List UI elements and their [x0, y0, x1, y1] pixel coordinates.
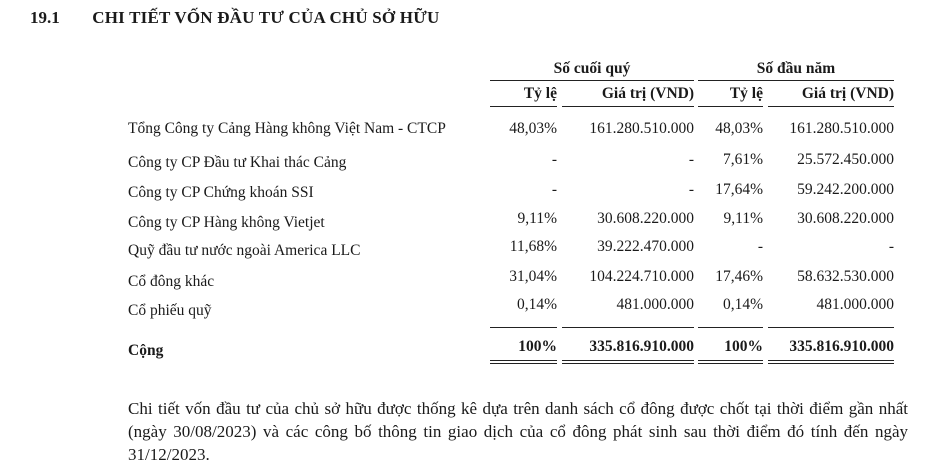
total-value: 335.816.910.000 [789, 338, 894, 355]
total-double-line [562, 360, 694, 361]
total-top-line [698, 327, 763, 328]
col-header-value: Giá trị (VND) [601, 85, 694, 102]
cell-value: 58.632.530.000 [797, 268, 894, 285]
cell-ratio: 9,11% [517, 210, 557, 227]
cell-ratio: 17,46% [715, 268, 763, 285]
cell-value: 59.242.200.000 [797, 181, 894, 198]
cell-ratio: 0,14% [516, 296, 557, 313]
cell-value: 481.000.000 [816, 296, 894, 313]
total-top-line [768, 327, 894, 328]
cell-value: 30.608.220.000 [797, 210, 894, 227]
cell-ratio: - [551, 151, 557, 168]
total-double-line [490, 360, 557, 361]
col-header-ratio: Tỷ lệ [523, 85, 557, 102]
cell-value: 161.280.510.000 [589, 120, 694, 137]
total-double-line [698, 363, 763, 364]
col-underline [562, 106, 694, 107]
cell-value: - [688, 181, 694, 198]
cell-ratio: 17,64% [715, 181, 763, 198]
cell-ratio: 48,03% [509, 120, 557, 137]
cell-ratio: 7,61% [722, 151, 763, 168]
explanatory-note: Chi tiết vốn đầu tư của chủ sở hữu được thống kê dựa trên danh sách cổ đông được chốt tại thời điểm gần nhất (ngày 30/08/2023) và các công bố thông tin giao dịch của cổ đông phát sinh sau thời điểm đó tính đến ngày 31/12/2023. [128, 399, 908, 464]
cell-value: 481.000.000 [616, 296, 694, 313]
total-top-line [562, 327, 694, 328]
row-name: Quỹ đầu tư nước ngoài America LLC [128, 242, 361, 259]
group-header-beginning-of-year: Số đầu năm [756, 60, 836, 77]
cell-ratio: - [757, 238, 763, 255]
row-name: Công ty CP Chứng khoán SSI [128, 184, 314, 201]
group-underline [490, 80, 694, 81]
total-double-line [768, 363, 894, 364]
cell-ratio: 11,68% [509, 238, 557, 255]
cell-value: 25.572.450.000 [797, 151, 894, 168]
cell-ratio: 48,03% [715, 120, 763, 137]
cell-value: 30.608.220.000 [597, 210, 694, 227]
cell-value: - [688, 151, 694, 168]
total-double-line [698, 360, 763, 361]
row-name: Công ty CP Hàng không Vietjet [128, 214, 325, 231]
total-value: 335.816.910.000 [589, 338, 694, 355]
col-header-ratio: Tỷ lệ [729, 85, 763, 102]
total-ratio: 100% [724, 338, 763, 355]
row-name: Công ty CP Đầu tư Khai thác Cảng [128, 154, 347, 171]
col-underline [698, 106, 763, 107]
cell-value: - [888, 238, 894, 255]
cell-value: 39.222.470.000 [597, 238, 694, 255]
cell-ratio: 9,11% [723, 210, 763, 227]
cell-ratio: 31,04% [509, 268, 557, 285]
cell-ratio: 0,14% [722, 296, 763, 313]
row-name: Cổ phiếu quỹ [128, 302, 212, 319]
total-double-line [768, 360, 894, 361]
row-name: Cổ đông khác [128, 273, 215, 290]
col-underline [490, 106, 557, 107]
cell-value: 104.224.710.000 [589, 268, 694, 285]
total-row-label: Cộng [128, 342, 164, 359]
col-header-value: Giá trị (VND) [801, 85, 894, 102]
total-double-line [562, 363, 694, 364]
group-underline [698, 80, 894, 81]
total-top-line [490, 327, 557, 328]
total-double-line [490, 363, 557, 364]
col-underline [768, 106, 894, 107]
section-number: 19.1 [30, 8, 60, 27]
row-name: Tổng Công ty Cảng Hàng không Việt Nam - CTCP [128, 120, 446, 137]
section-title: CHI TIẾT VỐN ĐẦU TƯ CỦA CHỦ SỞ HỮU [92, 8, 440, 27]
cell-value: 161.280.510.000 [789, 120, 894, 137]
group-header-end-of-quarter: Số cuối quý [553, 60, 631, 77]
total-ratio: 100% [518, 338, 557, 355]
cell-ratio: - [551, 181, 557, 198]
